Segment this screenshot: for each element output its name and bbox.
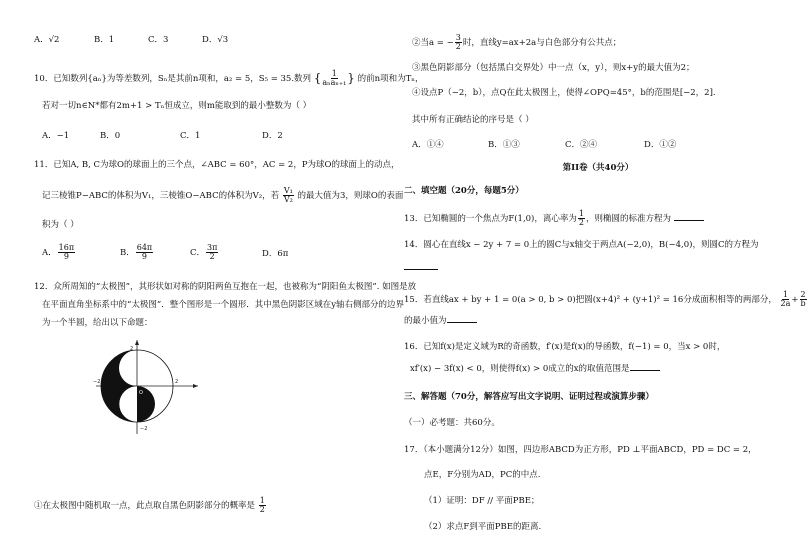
label-pos2-x: 2 xyxy=(175,379,179,385)
q16-text: xf′(x) − 3f(x) < 0，则使得f(x) > 0成立的x的取值范围是 xyxy=(410,364,630,374)
q13-text-b: ，则椭圆的标准方程为 xyxy=(585,214,671,224)
q10-text-b: 的前n项和为Tₙ， xyxy=(357,74,424,84)
q11-choice-b[interactable]: B． $\frac{64\pi}{9}$ xyxy=(120,243,153,261)
q13-fraction: $\frac{1}{2}$ xyxy=(578,209,584,227)
q15-fraction-2: $\frac{2}{b}$ xyxy=(800,290,806,308)
q12-line2: 在平面直角坐标系中的“太极图”．整个图形是一个圆形．其中黑色阴影区域在y轴右侧部分的边界 xyxy=(42,300,404,310)
q11-line3: 积为（ ） xyxy=(42,220,79,230)
q12-line1: 12．众所周知的“太极图”，其形状如对称的阴阳两鱼互抱在一起，也被称为“阴阳鱼太极图”. 如图是放 xyxy=(34,282,417,292)
q12-item1-text: ①在太极图中随机取一点，此点取自黑色阴影部分的概率是 xyxy=(34,501,256,511)
q14-line1: 14．圆心在直线x − 2y + 7 = 0上的圆C与x轴交于两点A(−2,0)，B(−4,0)，则圆C的方程为 xyxy=(404,240,759,250)
q12-question: 其中所有正确结论的序号是（ ） xyxy=(412,115,534,125)
q9-choice-b[interactable]: B．1 xyxy=(94,35,115,45)
q12-item2 xyxy=(412,34,621,51)
q15-line1 xyxy=(404,291,808,308)
q15-text-a: 15．若直线ax + by + 1 = 0(a > 0, b > 0)把圆(x+4)² + (y+1)² = 16分成面积相等的两部分， xyxy=(404,295,777,305)
q13-answer-blank[interactable] xyxy=(674,213,704,221)
q15-text-b: 的最小值为 xyxy=(404,316,447,326)
q12-choice-a[interactable]: A．①④ xyxy=(412,140,444,150)
solve-header: 三、解答题（70分，解答应写出文字说明、证明过程或演算步骤） xyxy=(404,392,654,402)
label-y-top: 2 xyxy=(130,346,134,352)
q12-item2-fraction: $\frac{3}{2}$ xyxy=(455,33,461,51)
q12-choice-d[interactable]: D．①② xyxy=(644,140,677,150)
label-neg2-x: −2 xyxy=(93,379,101,385)
q12-item4: ④设点P（−2，b），点Q在此太极图上，使得∠OPQ=45°，b的范围是[−2，2]. xyxy=(412,88,716,98)
label-y-bottom: −2 xyxy=(140,426,148,432)
q10-fraction: $\frac{1}{\text{aₙaₙ₊₁}}$ xyxy=(322,69,347,87)
q9-choice-c[interactable]: C．3 xyxy=(148,35,169,45)
label-origin: O xyxy=(139,390,143,396)
q10-choice-b[interactable]: B．0 xyxy=(100,131,121,141)
q17-line2: 点E，F分别为AD，PC的中点. xyxy=(424,470,541,480)
q11-choice-d[interactable]: D．6π xyxy=(262,249,289,259)
q16-line2 xyxy=(410,363,660,375)
q11-choice-c[interactable]: C． $\frac{3\pi}{2}$ xyxy=(190,243,218,261)
q10-text-a: 10．已知数列{aₙ}为等差数列，Sₙ是其前n项和，a₂ = 5，S₅ = 35.数列 xyxy=(34,74,312,84)
q17-part2: （2）求点F到平面PBE的距离. xyxy=(424,522,542,532)
q16-answer-blank[interactable] xyxy=(630,363,660,371)
q12-item2-text-b: 时，直线y=ax+2a与白色部分有公共点； xyxy=(462,38,622,48)
q15-plus: + xyxy=(791,295,799,305)
q11-line2 xyxy=(42,187,403,204)
q15-line2 xyxy=(404,315,477,327)
required-header: （一）必考题：共60分。 xyxy=(404,418,500,428)
q10-choice-d[interactable]: D．2 xyxy=(262,131,283,141)
q9-choice-a[interactable]: A．√2 xyxy=(34,35,60,45)
q15-answer-blank[interactable] xyxy=(447,315,477,323)
q13 xyxy=(404,210,704,227)
q14-answer-blank[interactable] xyxy=(404,262,438,270)
q12-item1-fraction: $\frac{1}{2}$ xyxy=(259,496,265,514)
q10-choice-c[interactable]: C．1 xyxy=(180,131,201,141)
q11-line1: 11．已知A, B, C为球O的球面上的三个点，∠ABC = 60°，AC = 2，P为球O的球面上的动点， xyxy=(34,160,400,170)
taiji-figure xyxy=(92,338,202,438)
fill-in-header: 二、填空题（20分，每题5分） xyxy=(404,186,524,196)
q12-item2-text-a: ②当a = − xyxy=(412,38,454,48)
q12-item1 xyxy=(34,497,267,514)
q12-item3: ③黑色阴影部分（包括黑白交界处）中一点（x，y），则x+y的最大值为2； xyxy=(412,63,695,73)
q11-text-b: 的最大值为3，则球O的表面 xyxy=(297,191,404,201)
q15-fraction-1: $\frac{1}{2a}$ xyxy=(780,290,791,308)
q11-text-a: 记三棱锥P−ABC的体积为V₁，三棱锥O−ABC的体积为V₂，若 xyxy=(42,191,280,201)
q9-choice-d[interactable]: D．√3 xyxy=(202,35,229,45)
q10-line2: 若对一切n∈N*都有2m+1 > Tₙ恒成立，则m能取到的最小整数为（ ） xyxy=(42,101,312,111)
x-axis-arrow xyxy=(193,384,198,388)
q17-line1: 17．（本小题满分12分）如图，四边形ABCD为正方形，PD ⊥平面ABCD，PD = DC = 2， xyxy=(404,445,757,455)
section-title: 第II卷（共40分） xyxy=(562,163,634,173)
q12-line3: 为一个半圆，给出以下命题： xyxy=(42,318,153,328)
q11-choice-a[interactable]: A． $\frac{16\pi}{9}$ xyxy=(42,243,75,261)
q16-line1: 16．已知f(x)是定义域为R的奇函数，f′(x)是f(x)的导函数，f(−1) = 0，当x > 0时， xyxy=(404,342,726,352)
q12-choice-c[interactable]: C．②④ xyxy=(565,140,598,150)
y-axis-arrow xyxy=(135,340,139,345)
q12-choice-b[interactable]: B．①③ xyxy=(488,140,520,150)
q13-text-a: 13．已知椭圆的一个焦点为F(1,0)，离心率为 xyxy=(404,214,577,224)
q10-choice-a[interactable]: A．−1 xyxy=(42,131,70,141)
q10-line1: 10．已知数列{aₙ}为等差数列，Sₙ是其前n项和，a₂ = 5，S₅ = 35.数列 { $\frac{1}{\text{aₙaₙ₊₁}}$ } 的前n项和为Tₙ， xyxy=(34,69,424,87)
q14-line2 xyxy=(404,262,438,274)
q11-fraction: $\frac{\text{V₁}}{\text{V₂}}$ xyxy=(283,186,293,204)
q17-part1: （1）证明：DF // 平面PBE； xyxy=(424,496,540,506)
